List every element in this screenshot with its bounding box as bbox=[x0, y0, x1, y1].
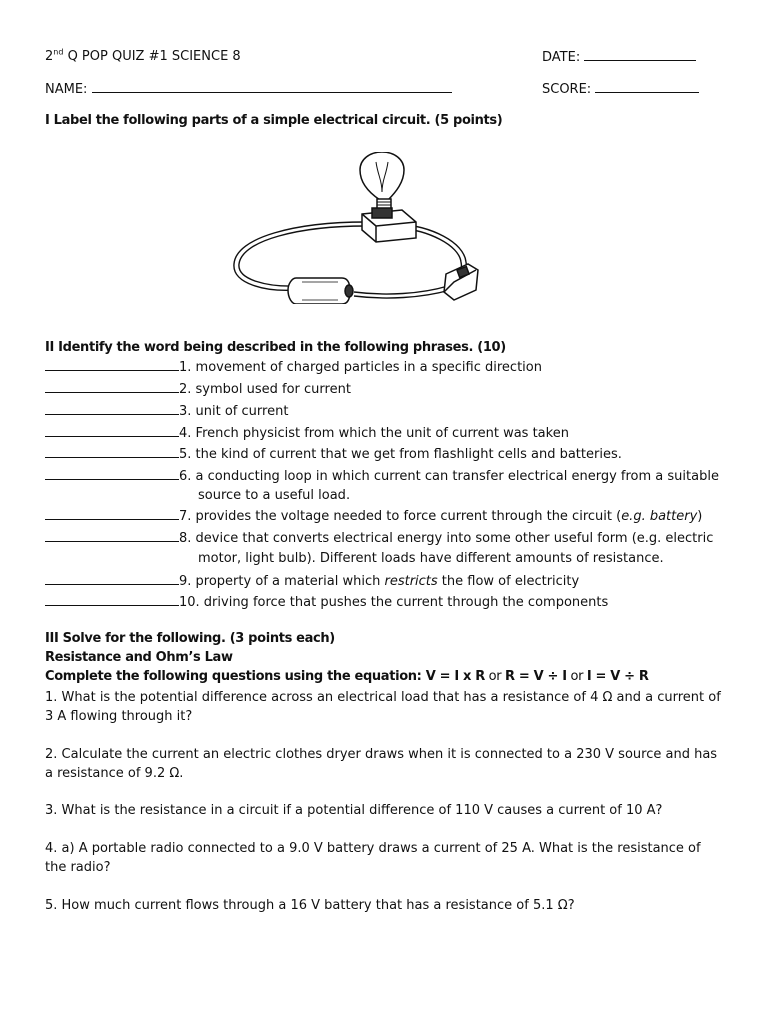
name-label: NAME: bbox=[45, 82, 88, 97]
item-text: 9. property of a material which bbox=[179, 574, 385, 589]
bulb-holder bbox=[362, 208, 416, 242]
or-text: or bbox=[566, 669, 587, 684]
instruction-text: Complete the following questions using the equation: bbox=[45, 669, 426, 684]
section1-title: I Label the following parts of a simple electrical circuit. (5 points) bbox=[45, 113, 503, 128]
identify-item-3 bbox=[45, 403, 288, 420]
answer-blank[interactable] bbox=[45, 446, 179, 458]
question-2: 2. Calculate the current an electric clothes dryer draws when it is connected to a 230 V source and has a resistance of 9.2 Ω. bbox=[45, 747, 718, 781]
name-field bbox=[45, 81, 452, 98]
question-1: 1. What is the potential difference across an electrical load that has a resistance of 4 Ω and a current of 3 A flowing through it? bbox=[45, 690, 721, 724]
item-text: 4. French physicist from which the unit of current was taken bbox=[179, 426, 569, 441]
identify-item-6 bbox=[45, 468, 719, 485]
equation-v: V = I x R bbox=[425, 669, 485, 684]
identify-item-5 bbox=[45, 446, 622, 463]
identify-item-1 bbox=[45, 359, 542, 376]
circuit-diagram bbox=[226, 152, 492, 304]
answer-blank[interactable] bbox=[45, 468, 179, 480]
answer-blank[interactable] bbox=[45, 594, 179, 606]
identify-item-10 bbox=[45, 594, 608, 611]
date-field bbox=[542, 49, 696, 66]
score-label: SCORE: bbox=[542, 82, 592, 97]
identify-item-4 bbox=[45, 425, 569, 442]
identify-item-8-continued: motor, light bulb). Different loads have different amounts of resistance. bbox=[198, 551, 664, 566]
date-label: DATE: bbox=[542, 50, 581, 65]
answer-blank[interactable] bbox=[45, 359, 179, 371]
answer-blank[interactable] bbox=[45, 381, 179, 393]
battery bbox=[288, 278, 353, 304]
identify-item-2 bbox=[45, 381, 351, 398]
item-text: 3. unit of current bbox=[179, 404, 289, 419]
equation-i: I = V ÷ R bbox=[586, 669, 649, 684]
item-text-italic: e.g. battery bbox=[621, 509, 698, 524]
item-text: ) bbox=[697, 509, 703, 524]
date-blank[interactable] bbox=[584, 49, 696, 61]
question-5: 5. How much current flows through a 16 V battery that has a resistance of 5.1 Ω? bbox=[45, 898, 575, 913]
score-blank[interactable] bbox=[595, 81, 699, 93]
answer-blank[interactable] bbox=[45, 508, 179, 520]
wire-bottom bbox=[354, 286, 448, 294]
section3-instruction bbox=[45, 669, 649, 685]
item-text: 10. driving force that pushes the current through the components bbox=[179, 595, 609, 610]
answer-blank[interactable] bbox=[45, 403, 179, 415]
identify-item-8 bbox=[45, 530, 713, 547]
or-text: or bbox=[484, 669, 506, 684]
identify-item-9 bbox=[45, 573, 579, 590]
section3-subtitle: Resistance and Ohm’s Law bbox=[45, 650, 233, 665]
identify-item-6-continued: source to a useful load. bbox=[198, 488, 351, 503]
answer-blank[interactable] bbox=[45, 425, 179, 437]
item-text: 6. a conducting loop in which current can transfer electrical energy from a suitable bbox=[179, 469, 719, 484]
quiz-suffix: nd bbox=[53, 47, 64, 57]
score-field bbox=[542, 81, 699, 98]
quiz-title-text: Q POP QUIZ #1 SCIENCE 8 bbox=[63, 49, 241, 64]
identify-item-7 bbox=[45, 508, 702, 525]
item-text-italic: restricts bbox=[384, 574, 438, 589]
question-4: 4. a) A portable radio connected to a 9.0 V battery draws a current of 25 A. What is the resistance of the radio? bbox=[45, 841, 701, 875]
switch bbox=[444, 264, 478, 300]
item-text: 2. symbol used for current bbox=[179, 382, 351, 397]
item-text: the flow of electricity bbox=[437, 574, 580, 589]
question-3: 3. What is the resistance in a circuit if a potential difference of 110 V causes a current of 10 A? bbox=[45, 803, 663, 818]
equation-r: R = V ÷ I bbox=[505, 669, 567, 684]
light-bulb bbox=[360, 152, 404, 209]
item-text: 5. the kind of current that we get from flashlight cells and batteries. bbox=[179, 447, 622, 462]
answer-blank[interactable] bbox=[45, 573, 179, 585]
item-text: 7. provides the voltage needed to force current through the circuit ( bbox=[179, 509, 622, 524]
quiz-title bbox=[45, 49, 241, 65]
quiz-number: 2 bbox=[45, 49, 54, 64]
answer-blank[interactable] bbox=[45, 530, 179, 542]
name-blank[interactable] bbox=[92, 81, 452, 93]
item-text: 8. device that converts electrical energy into some other useful form (e.g. electric bbox=[179, 531, 714, 546]
section2-title: II Identify the word being described in the following phrases. (10) bbox=[45, 340, 506, 355]
item-text: 1. movement of charged particles in a specific direction bbox=[179, 360, 542, 375]
section3-title: III Solve for the following. (3 points each) bbox=[45, 631, 335, 646]
